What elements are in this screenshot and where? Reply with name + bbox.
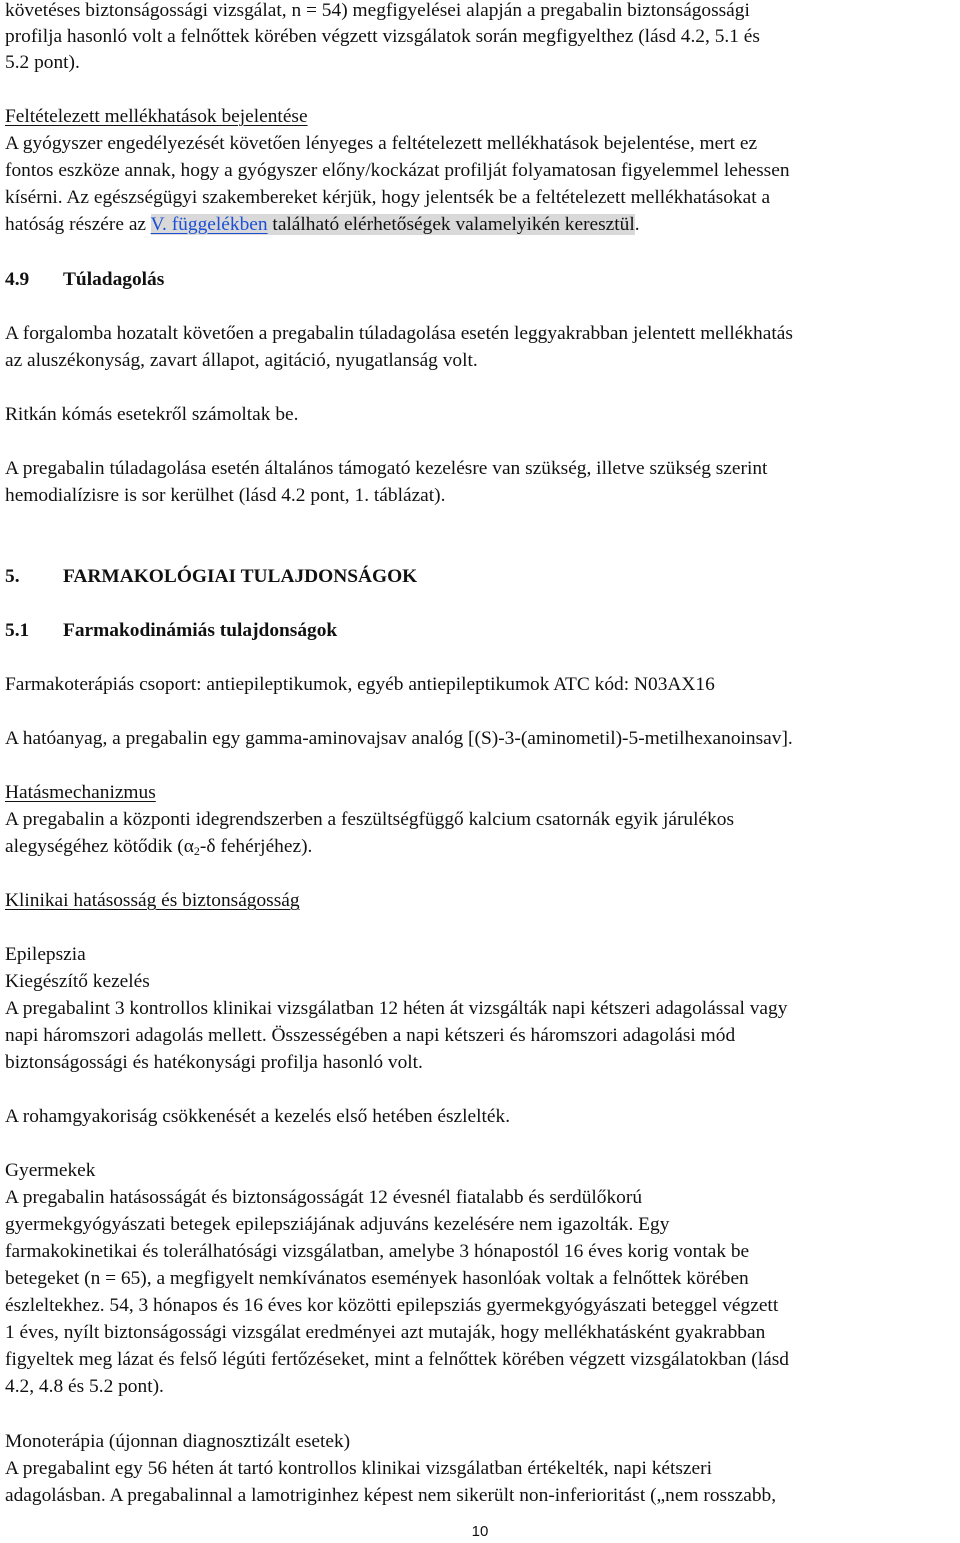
subheading: Monoterápia (újonnan diagnosztizált esetek) [5,1431,351,1452]
text-line: A pregabalin túladagolása esetén általános támogató kezelésre van szükség, illetve szükség szerint [5,458,768,479]
text-line: betegeket (n = 65), a megfigyelt nemkívánatos események hasonlóak voltak a felnőttek körében [5,1268,749,1289]
text-span: hatóság részére az [5,214,151,235]
text-line: A hatóanyag, a pregabalin egy gamma-aminovajsav analóg [(S)-3-(aminometil)-5-metilhexanoinsav]. [5,728,793,749]
text-line: 1 éves, nyílt biztonságossági vizsgálat eredményei azt mutaják, hogy mellékhatásként gyakrabban [5,1322,766,1343]
text-line: az aluszékonyság, zavart állapot, agitáció, nyugatlanság volt. [5,350,478,371]
section-5-heading [5,564,417,590]
section-title: Túladagolás [63,269,165,290]
text-line: A forgalomba hozatalt követően a pregabalin túladagolása esetén leggyakrabban jelentett mellékhatás [5,323,793,344]
section-title: FARMAKOLÓGIAI TULAJDONSÁGOK [63,566,418,587]
text-line [5,834,312,860]
text-line: A pregabalint 3 kontrollos klinikai vizsgálatban 12 héten át vizsgálták napi kétszeri adagolással vagy [5,998,788,1019]
mechanism-heading: Hatásmechanizmus [5,782,156,803]
subheading: Kiegészítő kezelés [5,971,150,992]
text-line: követéses biztonságossági vizsgálat, n = 54) megfigyelései alapján a pregabalin biztonságossági [5,0,750,21]
text-line: 4.2, 4.8 és 5.2 pont). [5,1376,164,1397]
subscript: 2 [193,844,200,858]
appendix-v-link[interactable]: V. függelékben [150,214,268,235]
text-line: napi háromszori adagolás mellett. Összességében a napi kétszeri és háromszori adagolási mód [5,1025,736,1046]
text-line [5,212,640,238]
section-title: Farmakodinámiás tulajdonságok [63,620,338,641]
section-4-9-heading [5,267,164,293]
clinical-heading: Klinikai hatásosság és biztonságosság [5,890,300,911]
text-line: gyermekgyógyászati betegek epilepsziájának adjuváns kezelésére nem igazolták. Egy [5,1214,670,1235]
section-5-1-heading [5,618,337,644]
text-line: kísérni. Az egészségügyi szakembereket kérjük, hogy jelentsék be a feltételezett mellékhatásokat a [5,187,771,208]
text-line: Ritkán kómás esetekről számoltak be. [5,404,299,425]
reporting-heading: Feltételezett mellékhatások bejelentése [5,106,308,127]
text-line: A rohamgyakoriság csökkenését a kezelés első hetében észlelték. [5,1106,511,1127]
text-line: A gyógyszer engedélyezését követően lényeges a feltételezett mellékhatások bejelentése, mert ez [5,133,758,154]
text-line: A pregabalin hatásosságát és biztonságosságát 12 évesnél fiatalabb és serdülőkorú [5,1187,643,1208]
text-line: A pregabalint egy 56 héten át tartó kontrollos klinikai vizsgálatban értékelték, napi kétszeri [5,1458,712,1479]
subheading: Gyermekek [5,1160,96,1181]
section-number: 4.9 [5,269,30,290]
text-line: 5.2 pont). [5,52,80,73]
text-line: biztonságossági és hatékonysági profilja hasonló volt. [5,1052,423,1073]
text-line: hemodialízisre is sor kerülhet (lásd 4.2 pont, 1. táblázat). [5,485,446,506]
subheading: Epilepszia [5,944,86,965]
text-span: -δ fehérjéhez). [199,836,313,857]
text-line: észleltekhez. 54, 3 hónapos és 16 éves kor közötti epilepsziás gyermekgyógyászati beteggel végzett [5,1295,779,1316]
section-number: 5.1 [5,620,30,641]
text-line: fontos eszköze annak, hogy a gyógyszer előny/kockázat profilját folyamatosan figyelemmel lehessen [5,160,790,181]
text-line: A pregabalin a központi idegrendszerben a feszültségfüggő kalcium csatornák egyik járulékos [5,809,735,830]
text-line: farmakokinetikai és tolerálhatósági vizsgálatban, amelybe 3 hónapostól 16 éves korig vontak be [5,1241,750,1262]
text-line: Farmakoterápiás csoport: antiepileptikumok, egyéb antiepileptikumok ATC kód: N03AX16 [5,674,715,695]
text-line: figyeltek meg lázat és felső légúti fertőzéseket, mint a felnőttek körében végzett vizsgálatokban (lásd [5,1349,789,1370]
highlighted-text: található elérhetőségek valamelyikén keresztül [267,214,635,235]
text-span: . [634,214,640,235]
text-line: adagolásban. A pregabalinnal a lamotriginhez képest nem sikerült non-inferioritást („nem rosszabb, [5,1485,777,1506]
page-number: 10 [471,1523,489,1540]
section-number: 5. [5,566,20,587]
text-line: profilja hasonló volt a felnőttek körében végzett vizsgálatok során megfigyelthez (lásd 4.2, 5.1 és [5,26,760,47]
text-span: alegységéhez kötődik (α [5,836,194,857]
